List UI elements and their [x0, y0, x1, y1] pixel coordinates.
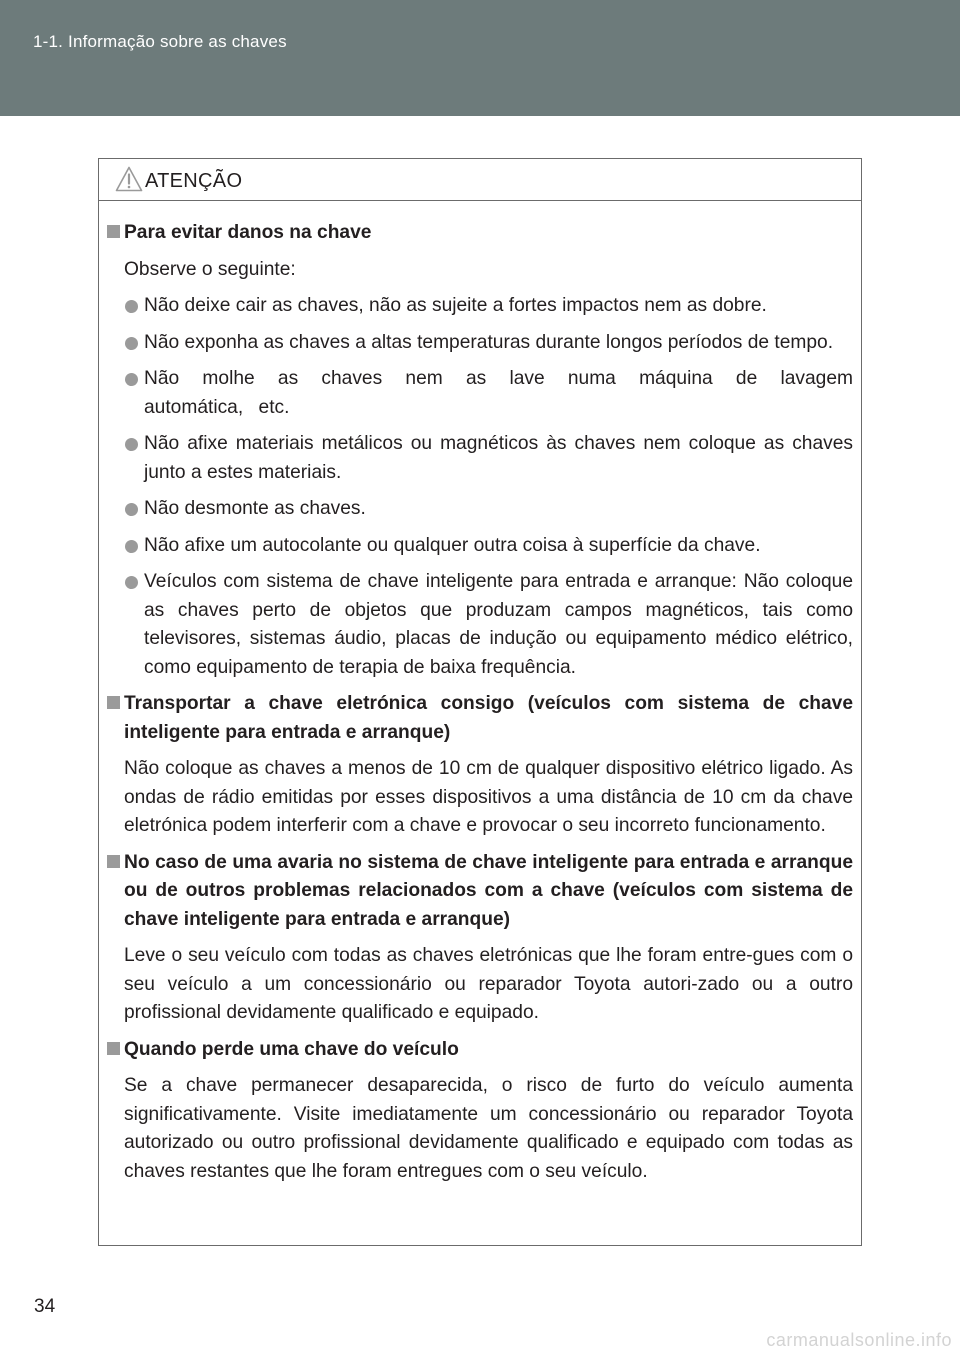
section-heading-text: Transportar a chave eletrónica consigo (veículos com sistema de chave inteligente para entrada e arranque) [124, 693, 853, 743]
list-item [105, 430, 853, 487]
section-carry-key [105, 690, 853, 841]
list-item-text: Veículos com sistema de chave inteligente para entrada e arranque: Não coloque as chaves perto de objetos que produzam campos magnéticos, tais como televisores, sistemas áudio, placas de indução ou equipamento médico elétrico, como equipamento de terapia de baixa frequência. [144, 571, 853, 678]
header-band [0, 0, 960, 116]
watermark: carmanualsonline.info [766, 1330, 952, 1350]
list-item [105, 365, 853, 422]
list-item [105, 568, 853, 682]
section-body: Não coloque as chaves a menos de 10 cm de qualquer dispositivo elétrico ligado. As ondas de rádio emitidas por esses dispositivos a uma distância de 10 cm da chave eletrónica podem interferir com a chave e provocar o seu incorreto funcionamento. [124, 758, 853, 836]
list-item-text: Não exponha as chaves a altas temperaturas durante longos períodos de tempo. [144, 331, 834, 353]
round-bullet-icon [125, 300, 138, 313]
warning-triangle-icon [115, 166, 143, 192]
section-body: Leve o seu veículo com todas as chaves eletrónicas que lhe foram entre-gues com o seu veículo a um concessionário ou reparador Toyota autori-zado ou a outro profissional devidamente qualificado e equipado. [124, 945, 853, 1023]
section-heading-text: Para evitar danos na chave [124, 222, 372, 243]
square-bullet-icon [107, 855, 120, 868]
warning-content [105, 219, 853, 1186]
section-key-damage [105, 219, 853, 682]
list-item-text: Não deixe cair as chaves, não as sujeite a fortes impactos nem as dobre. [144, 295, 767, 316]
round-bullet-icon [125, 540, 138, 553]
section-body: Se a chave permanecer desaparecida, o risco de furto do veículo aumenta significativamente. Visite imediatamente um concessionário ou reparador Toyota autorizado ou outro profissional devidamente qualificado e equipado com todas as chaves restantes que lhe foram entregues com o seu veículo. [124, 1075, 853, 1182]
section-heading [105, 849, 853, 935]
round-bullet-icon [125, 337, 138, 350]
warning-title: ATENÇÃO [145, 170, 243, 192]
section-intro: Observe o seguinte: [124, 258, 296, 280]
square-bullet-icon [107, 1042, 120, 1055]
section-title: 1-1. Informação sobre as chaves [33, 32, 287, 51]
round-bullet-icon [125, 576, 138, 589]
warning-header [99, 159, 861, 201]
list-item [105, 329, 853, 358]
round-bullet-icon [125, 373, 138, 386]
square-bullet-icon [107, 696, 120, 709]
list-item [105, 292, 853, 321]
list-item [105, 532, 853, 561]
list-item-text: Não afixe um autocolante ou qualquer outra coisa à superfície da chave. [144, 534, 761, 556]
section-malfunction [105, 849, 853, 1028]
section-heading [105, 219, 853, 248]
section-heading-text: No caso de uma avaria no sistema de chave inteligente para entrada e arranque ou de outros problemas relacionados com a chave (veículos com sistema de chave inteligente para entrada e arranque) [124, 851, 853, 930]
section-heading [105, 690, 853, 747]
list-item-text: Não afixe materiais metálicos ou magnéticos às chaves nem coloque as chaves junto a estes materiais. [144, 433, 853, 483]
section-heading [105, 1036, 853, 1065]
square-bullet-icon [107, 225, 120, 238]
section-lost-key [105, 1036, 853, 1187]
page-number: 34 [34, 1296, 56, 1317]
list-item [105, 495, 853, 524]
round-bullet-icon [125, 503, 138, 516]
section-heading-text: Quando perde uma chave do veículo [124, 1038, 459, 1060]
round-bullet-icon [125, 438, 138, 451]
list-item-text: Não desmonte as chaves. [144, 498, 366, 519]
list-item-text: Não molhe as chaves nem as lave numa máquina de lavagem automática, etc. [144, 368, 853, 418]
warning-box [98, 158, 862, 1246]
